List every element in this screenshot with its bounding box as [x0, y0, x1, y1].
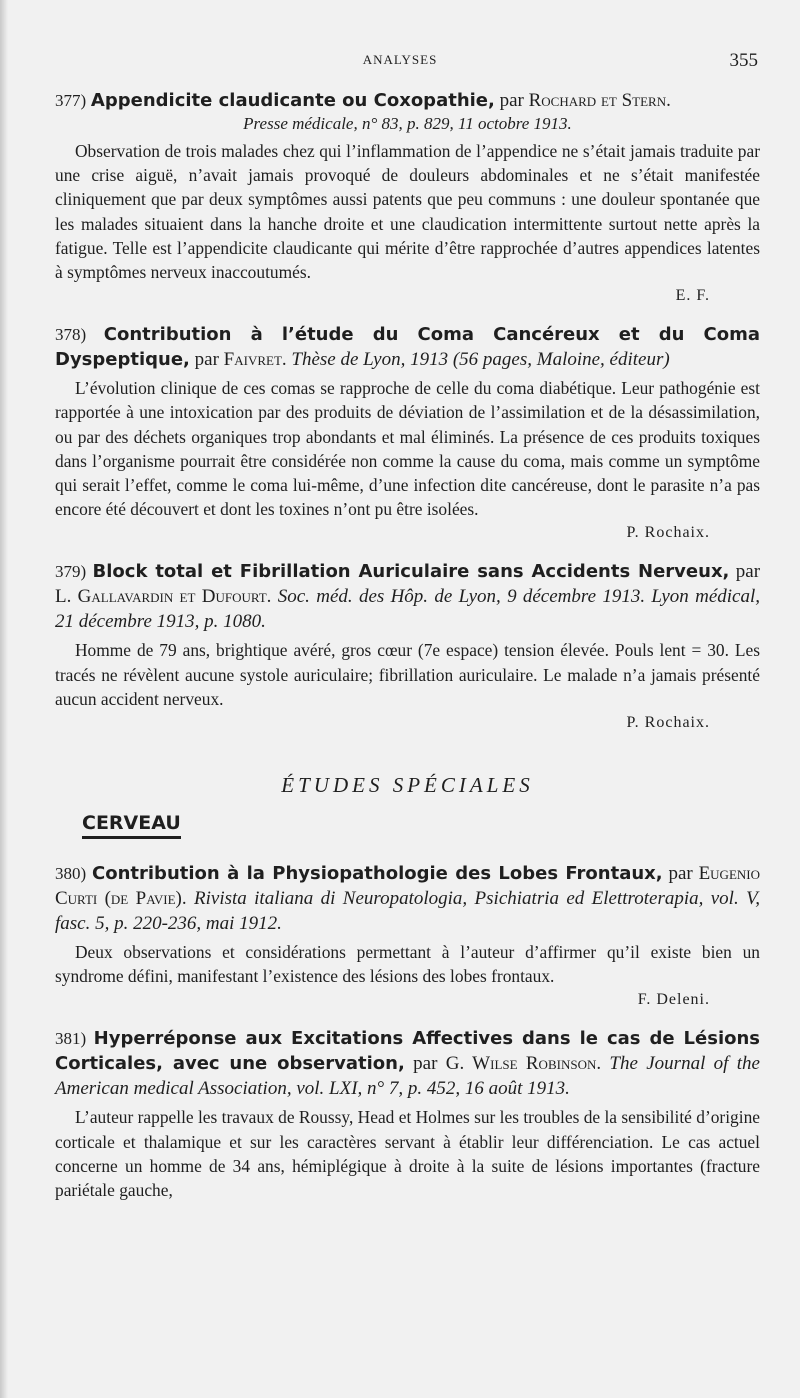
entry-body: L’auteur rappelle les travaux de Roussy, Head et Holmes sur les troubles de la sensibilité d’origine corticale et thalamique et sur les caractères servant à établir leur différenciation. Le cas actuel concerne un homme de 34 ans, hémiplégique à droite à la suite de lésions importantes (fracture pariétale gauche, — [55, 1107, 760, 1201]
entry-body: Homme de 79 ans, brightique avéré, gros cœur (7e espace) tension élevée. Pouls lent = 30. Les tracés ne révèlent aucune systole auriculaire; fibrillation auriculaire. Le malade n’a jamais présenté aucun accident nerveux. — [55, 640, 760, 709]
entry-number: 377) — [55, 91, 87, 110]
entry-signature: P. Rochaix. — [626, 714, 710, 732]
abstract-entry — [55, 1026, 760, 1202]
entry-title-line — [55, 1026, 760, 1101]
entry-reference: Presse médicale, n° 83, p. 829, 11 octobre 1913. — [243, 114, 572, 133]
entry-body: Observation de trois malades chez qui l’inflammation de l’appendice ne s’était jamais traduite par une crise aiguë, n’avait jamais provoqué de douleurs abdominales et ne s’était manifestée cliniquement que par deux symptômes aussi patents que peu communs : une douleur spontanée que les malades situaient dans la hanche droite et une claudication intermittente surtout nette après la fatigue. Telle est l’appendicite claudicante qui mérite d’être rapprochée d’autres appendices latentes à symptômes nerveux inaccoutumés. — [55, 141, 760, 283]
entry-authors: Eugenio Curti (de Pavie). — [55, 863, 760, 910]
abstract-entry — [55, 322, 760, 545]
section-title: ÉTUDES SPÉCIALES — [281, 773, 534, 798]
entry-by: par — [499, 90, 524, 111]
abstract-entry — [55, 559, 760, 735]
entry-reference: The Journal of the American medical Association, vol. LXI, n° 7, p. 452, 16 août 1913. — [55, 1053, 760, 1100]
entry-authors: L. Gallavardin et Dufourt. — [55, 586, 272, 608]
entry-number: 380) — [55, 864, 87, 884]
entry-authors: G. Wilse Robinson. — [445, 1053, 602, 1075]
entry-title-line — [55, 559, 760, 634]
running-title: ANALYSES — [362, 52, 438, 67]
subsection-title: CERVEAU — [82, 812, 181, 839]
entry-by: par — [668, 863, 693, 885]
entry-number: 379) — [55, 562, 87, 582]
entry-title: Contribution à l’étude du Coma Cancéreux et du Coma Dyspeptique, — [55, 324, 761, 371]
entry-number: 381) — [55, 1029, 87, 1049]
page-number: 355 — [729, 50, 758, 71]
entry-by: par — [413, 1053, 438, 1075]
entry-title-line — [55, 88, 760, 113]
entry-authors: Rochard et Stern. — [528, 90, 671, 111]
entry-title: Block total et Fibrillation Auriculaire sans Accidents Nerveux, — [92, 561, 730, 583]
page-edge-shadow — [0, 0, 8, 1398]
entry-reference: Rivista italiana di Neuropatologia, Psichiatria ed Elettroterapia, vol. V, fasc. 5, p. 220-236, mai 1912. — [55, 888, 760, 935]
entry-title: Appendicite claudicante ou Coxopathie, — [90, 90, 495, 111]
entry-authors: Faivret. — [223, 349, 287, 371]
entry-reference: Soc. méd. des Hôp. de Lyon, 9 décembre 1913. Lyon médical, 21 décembre 1913, p. 1080. — [55, 586, 761, 633]
entry-number: 378) — [55, 325, 87, 345]
entry-body: Deux observations et considérations permettant à l’auteur d’affirmer qu’il existe bien un syndrome défini, manifestant l’existence des lésions des lobes frontaux. — [55, 942, 760, 987]
abstract-entry — [55, 88, 760, 308]
entry-title-line — [55, 322, 760, 372]
entry-signature: F. Deleni. — [637, 991, 710, 1009]
page-content — [55, 88, 760, 1202]
entry-signature: E. F. — [675, 287, 710, 305]
entry-by: par — [735, 561, 761, 583]
entry-body: L’évolution clinique de ces comas se rapproche de celle du coma diabétique. Leur pathogénie est rapportée à une intoxication par des produits de déviation de l’assimilation et de la désassimilation, ou par des déchets organiques trop abondants et mal éliminés. La présence de ces produits toxiques dans l’organisme pourrait être considérée non comme la cause du coma, mais comme un symptôme qui serait l’effet, comme le coma lui-même, d’une infection dite cancéreuse, dont le parasite n’a pas encore été découvert et dont les toxines n’ont pu être isolées. — [55, 378, 760, 520]
entry-title: Hyperréponse aux Excitations Affectives dans le cas de Lésions Corticales, avec une observation, — [55, 1028, 761, 1075]
abstract-entry — [55, 861, 760, 1012]
entry-title-line — [55, 861, 760, 936]
page-header — [0, 52, 800, 72]
entry-by: par — [194, 349, 219, 371]
entry-signature: P. Rochaix. — [626, 524, 710, 542]
entry-reference: Thèse de Lyon, 1913 (56 pages, Maloine, éditeur) — [291, 349, 670, 371]
entry-title: Contribution à la Physiopathologie des Lobes Frontaux, — [92, 863, 663, 885]
